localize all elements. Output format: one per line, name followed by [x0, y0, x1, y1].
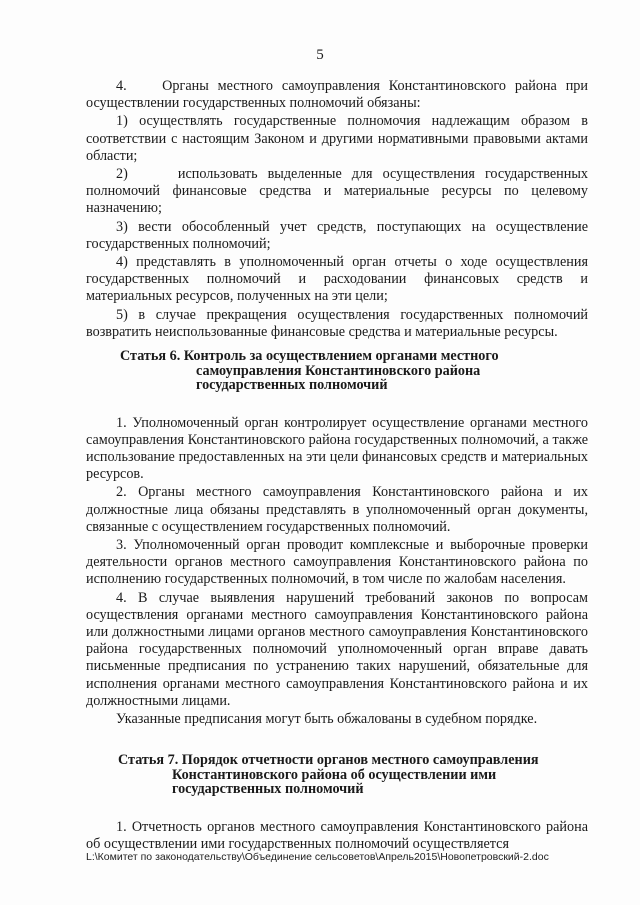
article6-heading-line2: самоуправления Константиновского района — [196, 362, 481, 379]
document-body — [86, 78, 588, 854]
article7-heading — [86, 753, 588, 797]
article6-heading — [86, 349, 588, 393]
article6-paragraph-4: 4. В случае выявления нарушений требований законов по вопросам осуществления органами местного самоуправления Константиновского района или должностными лицами органов местного самоуправления Константиновского района государственных полномочий уполномоченный орган вправе давать письменные предписания по устранению таких нарушений, обязательные для исполнения органами местного самоуправления Константиновского района и их должностными лицами. — [86, 589, 588, 709]
article6-paragraph-3: 3. Уполномоченный орган проводит комплексные и выборочные проверки деятельности органов местного самоуправления Константиновского района по исполнению государственных полномочий, в том числе по жалобам населения. — [86, 536, 588, 588]
article6-paragraph-1: 1. Уполномоченный орган контролирует осуществление органами местного самоуправления Константиновского района государственных полномочий, а также использование предоставленных на эти цели финансовых средств и материальных ресурсов. — [86, 414, 588, 483]
article7-heading-line3: государственных полномочий — [172, 781, 364, 798]
article6-heading-line1: Статья 6. Контроль за осуществлением органами местного — [120, 348, 499, 365]
section4-item-2: 2) использовать выделенные для осуществления государственных полномочий финансовые средства и материальные ресурсы по целевому назначению; — [86, 166, 588, 217]
section4-item-5: 5) в случае прекращения осуществления государственных полномочий возвратить неиспользованные финансовые средства и материальные ресурсы. — [86, 306, 588, 340]
article6-paragraph-2: 2. Органы местного самоуправления Константиновского района и их должностные лица обязаны представлять в уполномоченный орган документы, связанные с осуществлением государственных полномочий. — [86, 484, 588, 535]
article7-heading-line1: Статья 7. Порядок отчетности органов местного самоуправления — [118, 752, 539, 769]
article6-paragraph-5: Указанные предписания могут быть обжалованы в судебном порядке. — [116, 711, 538, 727]
article7-heading-line2: Константиновского района об осуществлении ими — [172, 766, 497, 783]
page-number: 5 — [316, 47, 324, 63]
section4-item-3: 3) вести обособленный учет средств, поступающих на осуществление государственных полномочий; — [86, 218, 588, 252]
file-path-footer: L:\Комитет по законодательству\Объединение сельсоветов\Апрель2015\Новопетровский-2.doc — [86, 851, 549, 863]
article6-heading-line3: государственных полномочий — [196, 377, 388, 394]
article7-paragraph-1: 1. Отчетность органов местного самоуправления Константиновского района об осуществлении ими государственных полномочий осуществляется — [86, 818, 588, 852]
section4-intro: 4. Органы местного самоуправления Константиновского района при осуществлении государственных полномочий обязаны: — [86, 78, 588, 112]
section4-item-4: 4) представлять в уполномоченный орган отчеты о ходе осуществления государственных полномочий и расходовании финансовых средств и материальных ресурсов, полученных на эти цели; — [86, 254, 588, 305]
section4-item-1: 1) осуществлять государственные полномочия надлежащим образом в соответствии с настоящим Законом и другими нормативными правовыми актами области; — [86, 113, 588, 164]
